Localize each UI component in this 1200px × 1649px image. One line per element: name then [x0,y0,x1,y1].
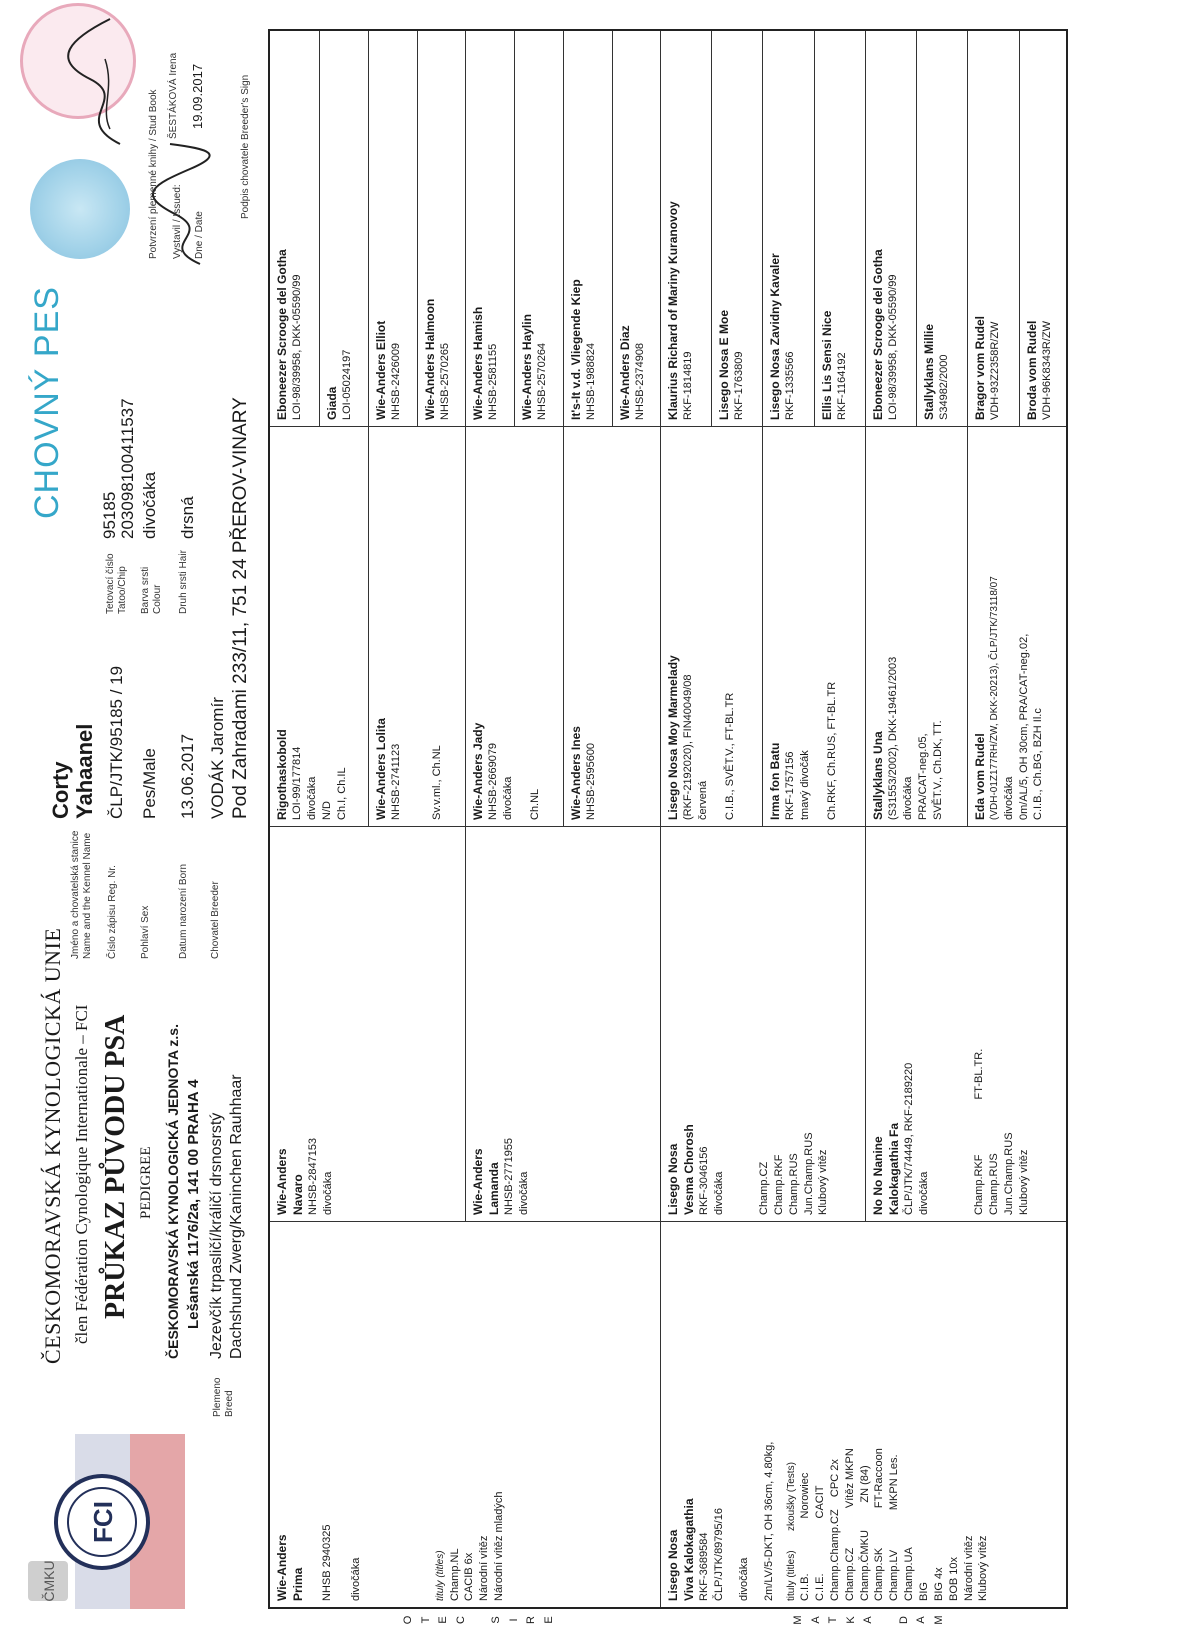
g4-6: Wie-Anders Haylin NHSB-2570264 [514,31,563,426]
stud-book-label: Potvrzení plemenné knihy / Stud Book [148,89,159,259]
ggp-4: Wie-Anders Ines NHSB-2595600 [563,427,660,826]
org-title: ČESKOMORAVSKÁ KYNOLOGICKÁ UNIE [40,927,65,1364]
gp-dam-dam: No No Nanine Kalokagathia Fa ČLP/JTK/74449, RKF-2189220 divočáka Champ.RKF FT-BL.TR. Champ.RUS Jun.Champ.RUS Klubový vítěz [865,827,1070,1221]
g4-16: Broda vom Rudel VDH-96K8343R/ZW [1019,31,1070,426]
breeder-name: VODÁK Jaromír [208,697,227,819]
issued-by-name: ŠESTÁKOVÁ Irena [168,52,179,139]
g4-8: Wie-Anders Diaz NHSB-2374908 [612,31,660,426]
breed-en: Dachshund Zwerg/Kaninchen Rauhhaar [228,1074,245,1359]
breeder-sign-label: Podpis chovatele Breeder's Sign [240,74,251,219]
sex-value: Pes/Male [140,748,159,819]
gp-sire-sire: Wie-Anders Navaro NHSB-2847153 divočáka [275,1137,335,1215]
ggp-5: Lisego Nosa Moy Marmelady (RKF-2192020), FIN40049/08 červená C.I.B., SVĚT.V., FT-BL.TR [660,427,762,826]
ggp-7: Stallyklans Una (S31553/2002), DKK-19461/2003 divočáka PRA/CAT-neg.05, SVĚT.V., Ch.DK, TT. [865,427,967,826]
chip-number: 203098100411537 [118,398,137,539]
dam-side-label: M A T K A D A M [792,1615,945,1625]
dog-name: Corty [48,761,73,819]
breed-label: Plemeno Breed [212,1377,235,1417]
tattoo-number: 95185 [100,491,119,539]
label-reg: Číslo zápisu Reg. Nr. [107,865,118,959]
reg-number: ČLP/JTK/95185 / 19 [107,665,126,819]
org-subtitle: člen Fédération Cynologique Internationale – FCI [72,1004,91,1344]
breeder-address: Pod Zahradami 233/11, 751 24 PŘEROV-VINARY [230,397,251,819]
svg-text:FCI: FCI [88,1501,118,1543]
fci-cmku-logo [20,1434,185,1609]
breeding-dog-stamp: CHOVNÝ PES [28,286,66,519]
sire-cell: Wie-Anders Prima NHSB 2940325 divočáka tituly (titles) Champ.NL CACIB 6x Národní vítěz Národní vítěz mladých [275,1491,506,1601]
signature-stud-book [60,9,145,149]
sire-side-label: O T E C S I R E [402,1615,555,1625]
blue-seal-stamp [30,159,130,259]
born-value: 13.06.2017 [178,733,197,819]
header [0,0,270,1649]
g4-11: Lisego Nosa Zavidny Kavaler RKF-1335566 [762,31,814,426]
club-address: Lešanská 1176/2a, 141 00 PRAHA 4 [185,1079,202,1329]
issued-label: Vystavil / Issued: [172,184,183,259]
g4-3: Wie-Anders Elliot NHSB-2426009 [368,31,417,426]
hair-value: drsná [178,496,197,539]
pedigree-table [268,29,1068,1625]
ggp-1: Rigothaskobold LOI-99/177814 divočáka N/D Ch.I, Ch.IL [275,729,348,820]
g4-15: Bragor vom Rudel VDH-93Z2358R/ZW [967,31,1019,426]
g4-1: Eboneezer Scrooge del Gotha LOI-98/39958, DKK-05590/99 [275,249,304,420]
label-sex: Pohlaví Sex [140,905,151,959]
g4-4: Wie-Anders Halmoon NHSB-2570265 [417,31,465,426]
grandparents-column [270,827,1066,1222]
label-hair: Druh srsti Hair [178,550,189,614]
parents-column [270,1222,1066,1607]
svg-text:ČMKU: ČMKU [41,1560,57,1602]
ggp-2: Wie-Anders Lolita NHSB-2741123 Sv.v.ml., Ch.NL [368,427,465,826]
document-title: PRŮKAZ PŮVODU PSA [100,1014,131,1319]
ggp-6: Irma fon Batu RKF-1757156 tmavý divočák Ch.RKF, Ch.RUS, FT-BL.TR [762,427,865,826]
label-colour: Barva srsti Colour [140,566,163,614]
g4-13: Eboneezer Scrooge del Gotha LOI-98/39958, DKK-05590/99 [865,31,916,426]
ggp-8: Eda vom Rudel (VDH-01Z177RH/ZW, DKK-20213), ČLP/JTK/73118/07 divočáka 0m/AL/5, OH 30cm, PRA/CAT-neg.02, C.I.B., Ch.BG, BZH Il.c [967,427,1070,826]
label-name: Jméno a chovatelská stanice Name and the Kennel Name [70,830,93,959]
issued-date: 19.09.2017 [190,63,205,129]
kennel-name: Yahaanel [72,723,97,819]
g4-2: Giada LOI-05024197 [319,31,368,426]
signature-issuer [150,139,225,269]
date-label: Dne / Date [194,211,205,259]
label-born: Datum narození Born [178,863,189,959]
label-tattoo: Tetovací číslo Tatoo/Chip [105,553,128,614]
g4-10: Lisego Nosa E Moe RKF-1763809 [711,31,762,426]
gp-dam-sire: Lisego Nosa Vesma Chorosh RKF-3046156 divočáka Champ.CZ Champ.RKF Champ.RUS Jun.Champ.RUS Klubový vítěz [660,827,865,1221]
g4-9: Klaurius Richard of Mariny Kuranovoy RKF-1814819 [660,31,711,426]
gp-sire-dam: Wie-Anders Lamanda NHSB-2771955 divočáka [465,827,660,1221]
g4-5: Wie-Anders Hamish NHSB-2581155 [465,31,514,426]
fourth-generation-column [270,31,1066,427]
club-name: ČESKOMORAVSKÁ KYNOLOGICKÁ JEDNOTA z.s. [165,1024,181,1359]
great-grandparents-column [270,427,1066,827]
g4-7: It's-It v.d. Vliegende Kiep NHSB-1988824 [563,31,612,426]
dam-cell: Lisego Nosa Viva Kalokagathia RKF-3689584 ČLP/JTK/89795/16 divočáka 2m/LV/5-DKT, OH 36cm, 4.80kg, tituly (titles) zkoušky (Tests) C.I.B. Norowiec C.I.E. CACIT Champ.Champ.CZ CPC 2x Champ.CZ Vítěz MKPN Champ.ČMKU ZN (84) Champ.SK FT-Raccoon Champ.LV MKPN Les. Champ.UA BIG BIG 4x BOB 10x Národní vítěz Klubový vítěz [660,1222,1070,1607]
g4-14: Stallyklans Millie S34982/2000 [916,31,967,426]
colour-value: divočáka [140,471,159,539]
ggp-3: Wie-Anders Jady NHSB-2669079 divočáka Ch.NL [465,427,563,826]
breed-cz: Jezevčík trpasličí/králičí drsnosrstý [208,1112,225,1359]
label-breeder: Chovatel Breeder [210,881,221,959]
document-subtitle: PEDIGREE [138,1146,154,1219]
g4-12: Ellis Lis Sensi Nice RKF-1164192 [814,31,865,426]
